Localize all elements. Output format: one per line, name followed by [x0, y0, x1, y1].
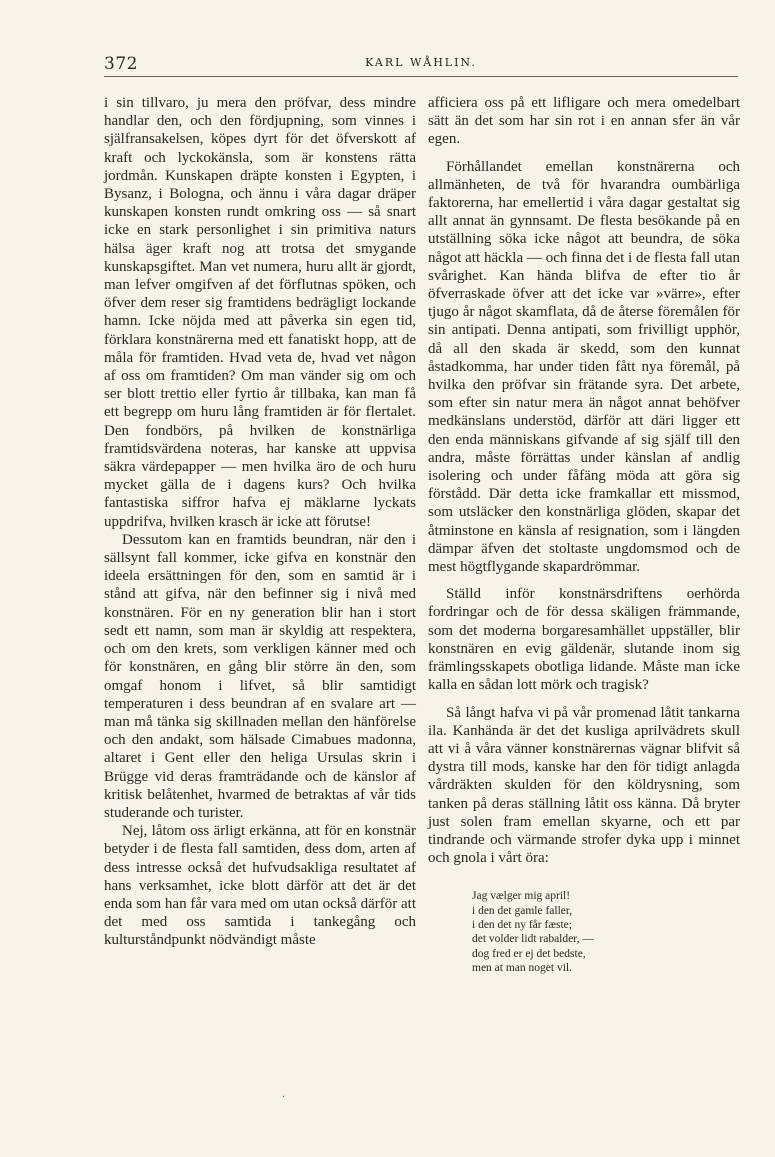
poem-line: det volder lidt rabalder, —: [472, 933, 594, 946]
right-column: [428, 94, 740, 975]
paragraph: Ställd inför konstnärsdriftens oerhörda fordringar och de för dessa skäligen främmande, som det moderna borgaresamhället uppställer, blir konstnären en evig gäldenär, slutande inom sig främlingsskapets obotliga lidande. Måste man icke kalla en sådan lott mörk och tragisk?: [428, 586, 740, 694]
page-header: [104, 50, 738, 76]
poem-line: men at man noget vil.: [472, 961, 572, 974]
header-rule: [104, 76, 738, 77]
paragraph: Nej, låtom oss ärligt erkänna, att för en konstnär betyder i de flesta fall samtiden, dess dom, arten af dess intresse också det hufvudsakliga resultatet af hans verksamhet, icke blott därför att det är det enda som han får vara med om utan också därför att det med oss samtida i tankegång och kulturståndpunkt nödvändigt måste: [104, 823, 416, 949]
paragraph: Dessutom kan en framtids beundran, när den i sällsynt fall kommer, icke gifva en konstnär den ideela ersättningen för den, som en samtid är i stånd att gifva, när den befinner sig i nivå med konstnären. För en ny generation blir han i stort sedt ett namn, som man är skyldig att respektera, och om den krets, som verkligen känner med och för konstnären, en gång blir större än den, som omgaf honom i lifvet, så blir samtidigt temperaturen i dess beundran af en svalare art — man må tänka sig skillnaden mellan den hänförelse och den andakt, som hälsade Cimabues madonna, altaret i Gent eller den heliga Ursulas skrin i Brügge vid deras framträdande och de känslor af kritisk belåtenhet, hvarmed de betraktas af vår tids studerande och turister.: [104, 531, 416, 821]
poem-line: i den det ny får fæste;: [472, 918, 572, 931]
poem-quote: [472, 889, 740, 975]
poem-line: dog fred er ej det bedste,: [472, 947, 586, 960]
paragraph: afficiera oss på ett lifligare och mera omedelbart sätt än det som har sin rot i en annan sfer än vår egen.: [428, 95, 740, 148]
poem-line: i den det gamle faller,: [472, 904, 573, 917]
paragraph: i sin tillvaro, ju mera den pröfvar, dess mindre handlar den, och den fördjupning, som vinnes i själfransakelsen, köpes dyrt för det öfverskott af kraft och lyckokänsla, som är konstens rätta jordmån. Kunskapen dräpte konsten i Egypten, i Bysanz, i Bologna, och ännu i våra dagar dräper kunskapen konsten rundt omkring oss — så snart icke en stark personlighet i sin primitiva naturs hälsa äger kraft nog att trotsa det smygande kunskapsgiftet. Man vet numera, huru allt är gjordt, man lefver omgifven af det förflutnas spöken, och öfver dem reser sig framtidens bedrägligt lockande hamn. Icke nöjda med att påverka sin egen tid, förklara konstnärerna med ett fanatiskt hopp, att de måla för framtiden. Hvad veta de, hvad vet någon af oss om framtiden? Om man vänder sig om och ser blott trettio eller fyrtio år tillbaka, kan man få ett begrepp om huru lång framtiden är för flertalet. Den fondbörs, på hvilken de konstnärliga framtidsvärdena noteras, har kanske att uppvisa säkra värdepapper — men hvilka äro de och huru mycket gälla de i dagens kurs? Och hvilka fantastiska siffror hafva ej mäklarne lyckats uppdrifva, hvilken krasch är icke att förutse!: [104, 95, 416, 530]
left-column: [104, 94, 416, 950]
footer-mark: ·: [282, 1092, 286, 1103]
poem-line: Jag vælger mig april!: [472, 890, 571, 903]
running-head: KARL WÅHLIN.: [365, 56, 477, 69]
paragraph: Förhållandet emellan konstnärerna och allmänheten, de två för hvarandra oumbärliga faktorerna, har emellertid i våra dagar gestaltat sig allt annat än gynnsamt. De flesta besökande på en utställning söka icke något att beundra, de söka något att häckla — och finna det i de flesta fall utan svårighet. Kan hända blifva de efter tio år öfverraskade öfver att det icke var »värre», efter tjugo år något skamflata, då de återse föremålen för sin antipati. Denna antipati, som frivilligt upphör, då all den skada är skedd, som den kunnat åstadkomma, har under tiden fått nya föremål, på hvilka den pröfvar sin frätande syra. Det arbete, som efter sin natur mera än något annat behöfver medkänslans understöd, därför att däri ligger ett den enda människans gifvande af sig själf till den andra, måste förrättas under känslan af andlig isolering och under fåfäng möda att göra sig förstådd. Där detta icke framkallar ett missmod, som utsläcker den konstnärliga glöden, skapar det åtminstone en känsla af resignation, som i längden dämpar äfven det stoltaste ungdomsmod och de mest högtflygande skapardrömmar.: [428, 158, 740, 576]
paragraph: Så långt hafva vi på vår promenad låtit tankarna ila. Kanhända är det det kusliga aprilvädrets skull att vi å våra vänner konstnärernas vägnar blifvit så dystra till mods, kanske har den för tidigt anlagda vårdräkten skulden för den köldrysning, som tanken på deras ställning låtit oss känna. Då bryter just solen fram emellan skyarne, och ett par tindrande och värmande strofer dyka upp i minnet och gnola i vårt öra:: [428, 704, 740, 867]
page-number: 372: [104, 54, 138, 74]
